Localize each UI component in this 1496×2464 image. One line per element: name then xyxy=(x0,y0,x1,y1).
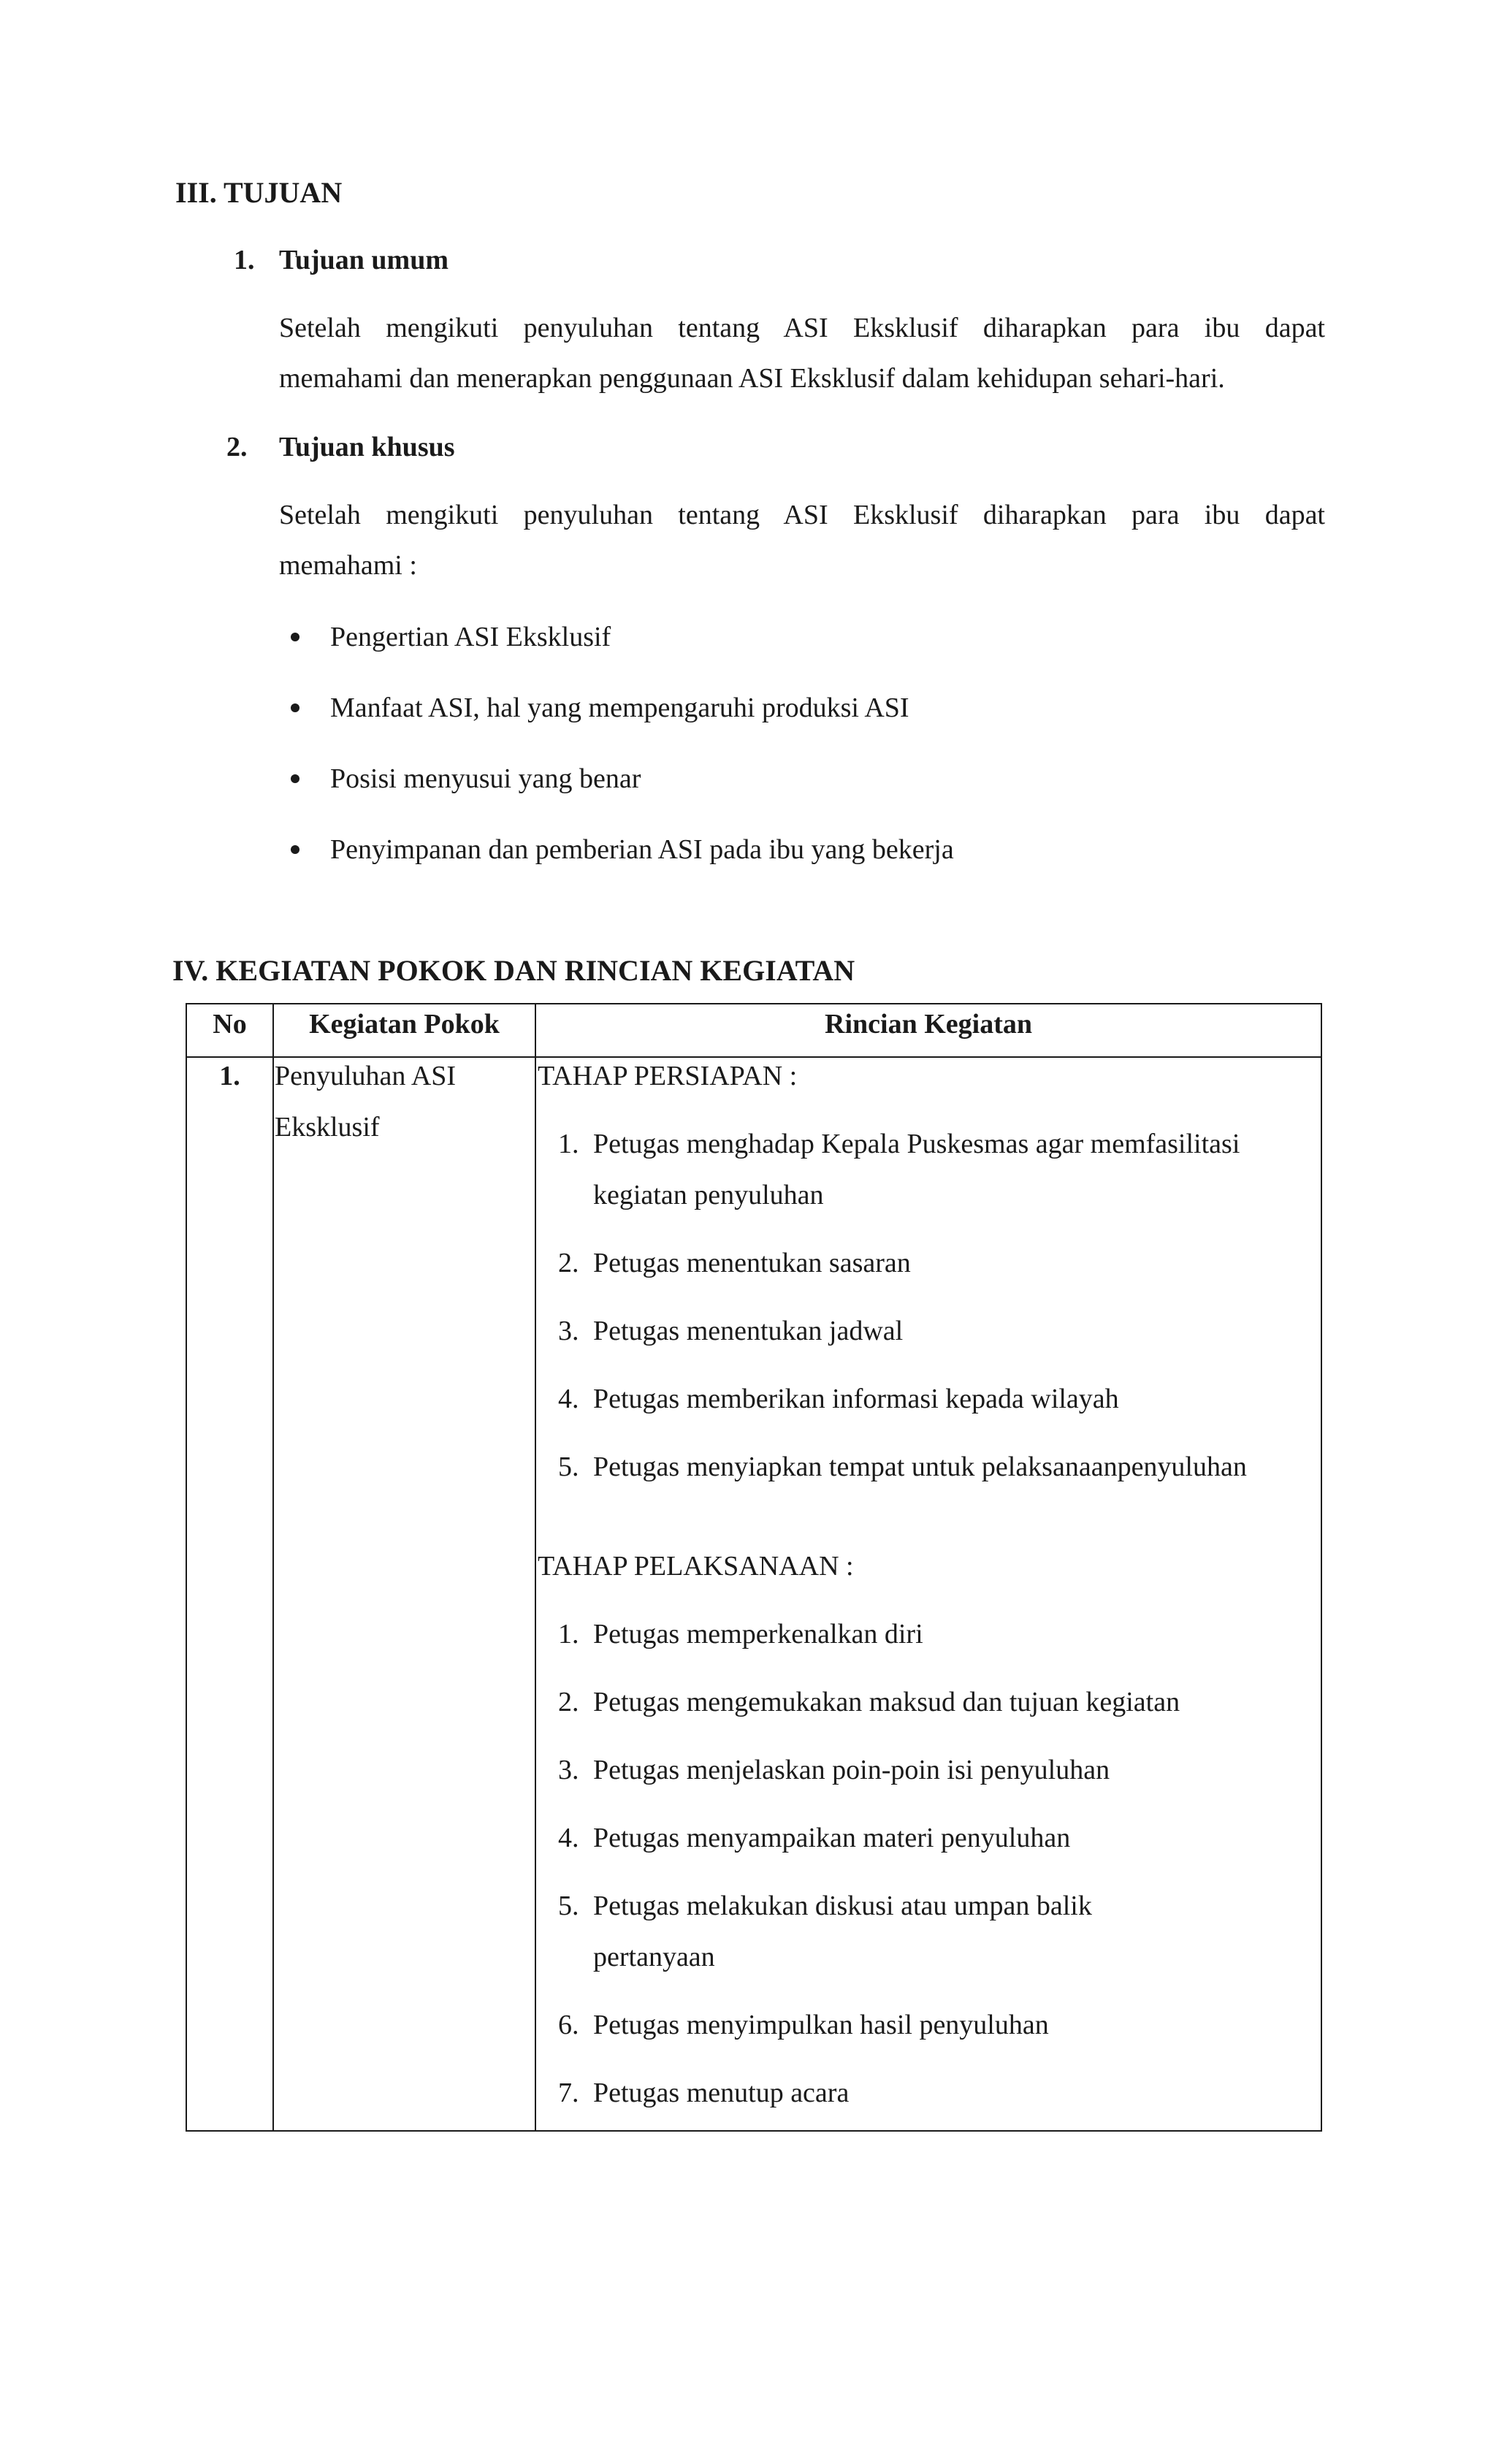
bullet-item xyxy=(330,692,909,724)
section-4-heading: IV. KEGIATAN POKOK DAN RINCIAN KEGIATAN xyxy=(172,954,855,987)
prep-item-number: 4. xyxy=(558,1384,579,1414)
prep-item-text: Petugas memberikan informasi kepada wilayah xyxy=(593,1384,1119,1414)
table-header-no: No xyxy=(213,1009,247,1040)
general-goal-text-line1: Setelah mengikuti penyuluhan tentang ASI Eksklusif diharapkan para ibu dapat xyxy=(279,313,1325,343)
exec-item-text: Petugas melakukan diskusi atau umpan balik xyxy=(593,1891,1092,1921)
prep-item-number: 2. xyxy=(558,1248,579,1278)
prep-item-text: Petugas menentukan sasaran xyxy=(593,1248,911,1278)
table-cell-activity-line2: Eksklusif xyxy=(275,1112,380,1143)
table-col-divider-2 xyxy=(535,1003,536,2132)
table-header-rincian-kegiatan: Rincian Kegiatan xyxy=(825,1009,1032,1040)
table-border-right xyxy=(1321,1003,1322,2132)
bullet-text: Manfaat ASI, hal yang mempengaruhi produksi ASI xyxy=(330,693,909,723)
prep-stage-title: TAHAP PERSIAPAN : xyxy=(538,1061,798,1091)
table-header-divider xyxy=(186,1056,1322,1058)
exec-item-text: Petugas menjelaskan poin-poin isi penyuluhan xyxy=(593,1755,1110,1785)
table-col-divider-1 xyxy=(272,1003,274,2132)
prep-item-text-line2: kegiatan penyuluhan xyxy=(593,1180,824,1210)
prep-item-text: Petugas menentukan jadwal xyxy=(593,1316,904,1346)
exec-item-text-line2: pertanyaan xyxy=(593,1942,715,1972)
prep-item-number: 1. xyxy=(558,1129,579,1159)
table-border-top xyxy=(186,1003,1322,1004)
exec-item-text: Petugas menyampaikan materi penyuluhan xyxy=(593,1823,1071,1853)
table-header-kegiatan-pokok: Kegiatan Pokok xyxy=(309,1009,500,1040)
general-goal-title: Tujuan umum xyxy=(279,245,449,275)
bullet-icon xyxy=(291,774,299,783)
bullet-item xyxy=(330,834,954,866)
exec-item-number: 6. xyxy=(558,2010,579,2040)
specific-goal-text-line2: memahami : xyxy=(279,550,417,581)
prep-item-number: 3. xyxy=(558,1316,579,1346)
specific-goal-title: Tujuan khusus xyxy=(279,432,455,462)
bullet-text: Penyimpanan dan pemberian ASI pada ibu yang bekerja xyxy=(330,834,954,865)
general-goal-number: 1. xyxy=(234,245,255,275)
exec-item-number: 7. xyxy=(558,2078,579,2108)
exec-item-number: 4. xyxy=(558,1823,579,1853)
table-border-left xyxy=(186,1003,187,2132)
table-cell-activity-line1: Penyuluhan ASI xyxy=(275,1061,457,1091)
exec-item-number: 3. xyxy=(558,1755,579,1785)
bullet-text: Pengertian ASI Eksklusif xyxy=(330,622,611,652)
exec-item-number: 1. xyxy=(558,1619,579,1649)
prep-item-text: Petugas menghadap Kepala Puskesmas agar memfasilitasi xyxy=(593,1129,1240,1159)
exec-item-text: Petugas menutup acara xyxy=(593,2078,850,2108)
specific-goal-text-line1: Setelah mengikuti penyuluhan tentang ASI Eksklusif diharapkan para ibu dapat xyxy=(279,500,1325,530)
prep-item-text: Petugas menyiapkan tempat untuk pelaksanaanpenyuluhan xyxy=(593,1452,1247,1482)
bullet-text: Posisi menyusui yang benar xyxy=(330,763,641,794)
specific-goal-number: 2. xyxy=(226,432,248,462)
bullet-icon xyxy=(291,633,299,641)
exec-item-text: Petugas menyimpulkan hasil penyuluhan xyxy=(593,2010,1049,2040)
section-3-heading: III. TUJUAN xyxy=(175,176,343,209)
bullet-icon xyxy=(291,703,299,712)
exec-item-number: 2. xyxy=(558,1687,579,1717)
table-border-bottom xyxy=(186,2130,1322,2132)
bullet-icon xyxy=(291,845,299,854)
exec-item-text: Petugas mengemukakan maksud dan tujuan kegiatan xyxy=(593,1687,1180,1717)
exec-item-number: 5. xyxy=(558,1891,579,1921)
exec-item-text: Petugas memperkenalkan diri xyxy=(593,1619,923,1649)
prep-item-number: 5. xyxy=(558,1452,579,1482)
table-cell-no: 1. xyxy=(219,1061,240,1091)
bullet-item xyxy=(330,763,641,795)
exec-stage-title: TAHAP PELAKSANAAN : xyxy=(538,1551,854,1582)
bullet-item xyxy=(330,621,611,653)
general-goal-text-line2: memahami dan menerapkan penggunaan ASI Eksklusif dalam kehidupan sehari-hari. xyxy=(279,363,1225,394)
